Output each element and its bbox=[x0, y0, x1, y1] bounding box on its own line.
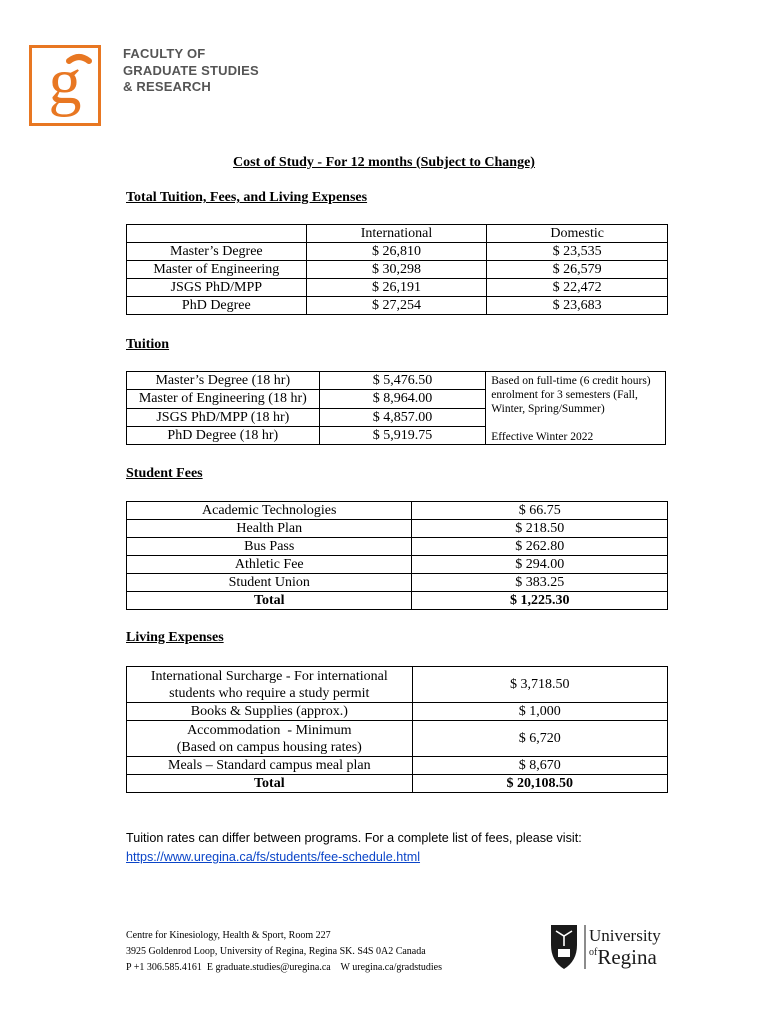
table-row bbox=[127, 279, 668, 297]
domestic-cell: $ 22,472 bbox=[487, 279, 668, 297]
program-cell: JSGS PhD/MPP (18 hr) bbox=[127, 408, 320, 426]
total-label-cell: Total bbox=[127, 775, 413, 793]
fee-value-cell: $ 294.00 bbox=[412, 556, 668, 574]
surcharge-line-2: students who require a study permit bbox=[169, 685, 370, 701]
program-cell: Master of Engineering bbox=[127, 261, 307, 279]
expense-label-cell: Meals – Standard campus meal plan bbox=[127, 757, 413, 775]
fee-value-cell: $ 66.75 bbox=[412, 502, 668, 520]
footnote-text: Tuition rates can differ between programs. For a complete list of fees, please visit: bbox=[126, 831, 582, 845]
section-heading-fees: Student Fees bbox=[126, 466, 203, 481]
program-cell: Master’s Degree (18 hr) bbox=[127, 372, 320, 390]
university-of-word: of bbox=[589, 947, 598, 958]
faculty-line-1: FACULTY OF bbox=[123, 46, 206, 61]
tuition-cell: $ 5,919.75 bbox=[319, 426, 486, 444]
table-header-cell: International bbox=[306, 225, 487, 243]
tuition-note bbox=[486, 372, 666, 445]
total-value-cell: $ 20,108.50 bbox=[412, 775, 667, 793]
student-fees-table bbox=[126, 501, 668, 610]
program-cell: Master’s Degree bbox=[127, 243, 307, 261]
address-line-1: Centre for Kinesiology, Health & Sport, Room 227 bbox=[126, 930, 331, 941]
expense-label-cell bbox=[127, 721, 413, 757]
expense-value-cell: $ 1,000 bbox=[412, 703, 667, 721]
table-header-cell: Domestic bbox=[487, 225, 668, 243]
surcharge-line-1: International Surcharge - For international bbox=[150, 668, 388, 684]
tuition-cell: $ 8,964.00 bbox=[319, 390, 486, 408]
address-line-3: P +1 306.585.4161 E graduate.studies@uregina.ca W uregina.ca/gradstudies bbox=[126, 962, 442, 973]
fee-label-cell: Athletic Fee bbox=[127, 556, 412, 574]
table-row bbox=[127, 703, 668, 721]
table-row bbox=[127, 757, 668, 775]
section-heading-total: Total Tuition, Fees, and Living Expenses bbox=[126, 190, 368, 205]
table-header-cell bbox=[127, 225, 307, 243]
table-row bbox=[127, 538, 668, 556]
living-expenses-table bbox=[126, 666, 668, 793]
international-cell: $ 26,810 bbox=[306, 243, 487, 261]
total-row bbox=[127, 592, 668, 610]
program-cell: PhD Degree (18 hr) bbox=[127, 426, 320, 444]
regina-word: Regina bbox=[597, 945, 657, 969]
tuition-cell: $ 4,857.00 bbox=[319, 408, 486, 426]
table-row bbox=[127, 520, 668, 538]
domestic-cell: $ 26,579 bbox=[487, 261, 668, 279]
expense-label-cell: Books & Supplies (approx.) bbox=[127, 703, 413, 721]
address-line-2: 3925 Goldenrod Loop, University of Regina, Regina SK. S4S 0A2 Canada bbox=[126, 946, 426, 957]
footnote bbox=[126, 829, 582, 867]
domestic-cell: $ 23,535 bbox=[487, 243, 668, 261]
university-logo bbox=[546, 921, 668, 973]
footer-address bbox=[126, 928, 442, 976]
fee-schedule-link[interactable]: https://www.uregina.ca/fs/students/fee-schedule.html bbox=[126, 850, 421, 864]
international-cell: $ 27,254 bbox=[306, 297, 487, 315]
fee-label-cell: Bus Pass bbox=[127, 538, 412, 556]
section-heading-living: Living Expenses bbox=[126, 630, 224, 645]
program-cell: JSGS PhD/MPP bbox=[127, 279, 307, 297]
international-cell: $ 30,298 bbox=[306, 261, 487, 279]
accommodation-line-1: Accommodation - Minimum bbox=[187, 722, 352, 738]
international-cell: $ 26,191 bbox=[306, 279, 487, 297]
table-row bbox=[127, 297, 668, 315]
tuition-note-effective: Effective Winter 2022 bbox=[491, 431, 594, 443]
expense-value-cell: $ 8,670 bbox=[412, 757, 667, 775]
university-word: University bbox=[589, 926, 661, 945]
faculty-line-2: GRADUATE STUDIES bbox=[123, 62, 259, 78]
table-header-row bbox=[127, 225, 668, 243]
fee-value-cell: $ 262.80 bbox=[412, 538, 668, 556]
table-row bbox=[127, 372, 666, 390]
domestic-cell: $ 23,683 bbox=[487, 297, 668, 315]
table-row bbox=[127, 243, 668, 261]
tuition-table bbox=[126, 371, 666, 445]
section-heading-tuition: Tuition bbox=[126, 337, 170, 352]
total-value-cell: $ 1,225.30 bbox=[412, 592, 668, 610]
fgsr-logo-icon bbox=[29, 45, 101, 126]
fee-label-cell: Academic Technologies bbox=[127, 502, 412, 520]
table-row bbox=[127, 574, 668, 592]
fee-label-cell: Health Plan bbox=[127, 520, 412, 538]
table-row bbox=[127, 721, 668, 757]
faculty-line-3: & RESEARCH bbox=[123, 79, 211, 94]
table-row bbox=[127, 261, 668, 279]
table-row bbox=[127, 556, 668, 574]
expense-value-cell: $ 6,720 bbox=[412, 721, 667, 757]
faculty-name bbox=[123, 46, 259, 96]
program-cell: PhD Degree bbox=[127, 297, 307, 315]
tuition-cell: $ 5,476.50 bbox=[319, 372, 486, 390]
fee-value-cell: $ 383.25 bbox=[412, 574, 668, 592]
accommodation-line-2: (Based on campus housing rates) bbox=[176, 739, 362, 755]
total-label-cell: Total bbox=[127, 592, 412, 610]
page-title: Cost of Study - For 12 months (Subject to Change) bbox=[233, 155, 535, 170]
fee-label-cell: Student Union bbox=[127, 574, 412, 592]
program-cell: Master of Engineering (18 hr) bbox=[127, 390, 320, 408]
tuition-note-text: Based on full-time (6 credit hours) enrolment for 3 semesters (Fall, Winter, Spring/Summer) bbox=[491, 375, 651, 415]
expense-label-cell bbox=[127, 667, 413, 703]
total-cost-table bbox=[126, 224, 668, 315]
total-row bbox=[127, 775, 668, 793]
fee-value-cell: $ 218.50 bbox=[412, 520, 668, 538]
svg-text:g: g bbox=[48, 45, 82, 118]
table-row bbox=[127, 667, 668, 703]
expense-value-cell: $ 3,718.50 bbox=[412, 667, 667, 703]
table-row bbox=[127, 502, 668, 520]
